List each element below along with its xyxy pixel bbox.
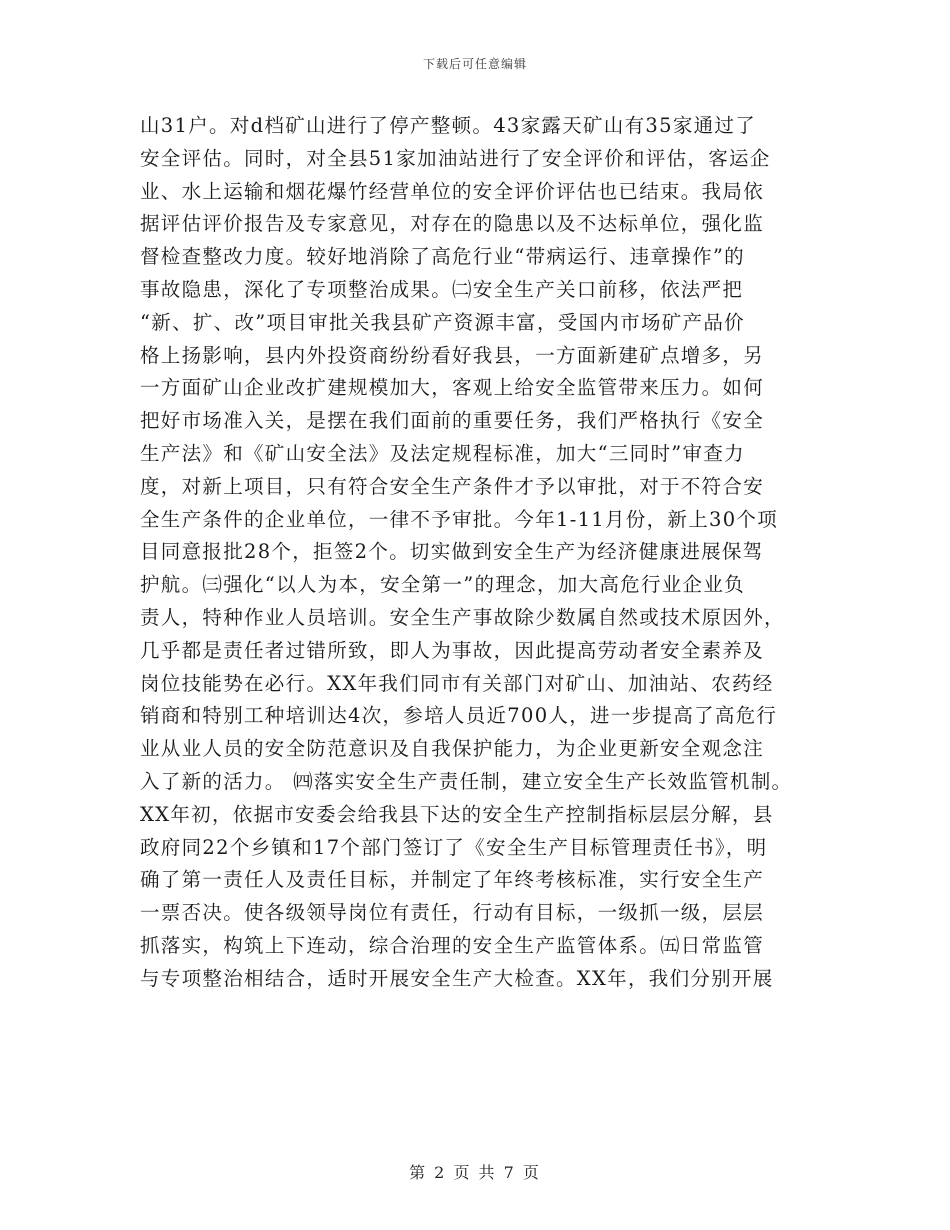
text-line: 政府同22个乡镇和17个部门签订了《安全生产目标管理责任书》，明 [140,835,768,859]
text-line: 督检查整改力度。较好地消除了高危行业“带病运行、违章操作”的 [140,245,745,269]
text-line: 岗位技能势在必行。XX年我们同市有关部门对矿山、加油站、农药经 [140,671,774,695]
text-line: 与专项整治相结合，适时开展安全生产大检查。XX年，我们分别开展 [140,966,774,990]
text-line: 一票否决。使各级领导岗位有责任，行动有目标，一级抓一级，层层 [140,901,765,925]
page-number: 第 2 页 共 7 页 [409,1163,541,1182]
text-line: 几乎都是责任者过错所致，即人为事故，因此提高劳动者安全素养及 [140,638,765,662]
text-line: 山31户。对d档矿山进行了停产整顿。43家露天矿山有35家通过了 [140,114,757,137]
text-line: 目同意报批28个，拒签2个。切实做到安全生产为经济健康进展保驾 [140,540,764,564]
page-header: 下载后可任意编辑 [422,57,527,71]
text-line: 一方面矿山企业改扩建规模加大，客观上给安全监管带来压力。如何 [140,376,765,400]
text-line: 安全评估。同时，对全县51家加油站进行了安全评价和评估，客运企 [140,146,771,170]
text-line: 把好市场准入关，是摆在我们面前的重要任务，我们严格执行《安全 [140,409,765,433]
text-line: 抓落实，构筑上下连动，综合治理的安全生产监管体系。㈤日常监管 [140,933,765,957]
text-line: 度，对新上项目，只有符合安全生产条件才予以审批，对于不符合安 [140,474,765,498]
text-line: 据评估评价报告及专家意见，对存在的隐患以及不达标单位，强化监 [140,212,765,236]
body-text [140,110,830,996]
text-line: 护航。㈢强化“以人为本，安全第一”的理念，加大高危行业企业负 [140,573,745,597]
text-line: XX年初，依据市安委会给我县下达的安全生产控制指标层层分解，县 [140,802,774,826]
text-line: 责人，特种作业人员培训。安全生产事故除少数属自然或技术原因外， [140,605,785,629]
text-line: 生产法》和《矿山安全法》及法定规程标准，加大“三同时”审查力 [140,441,745,465]
text-line: “新、扩、改”项目审批关我县矿产资源丰富，受国内市场矿产品价 [140,310,745,334]
text-line: 入了新的活力。 ㈣落实安全生产责任制，建立安全生产长效监管机制。 [140,769,793,793]
text-line: 格上扬影响，县内外投资商纷纷看好我县，一方面新建矿点增多，另 [140,343,765,367]
text-line: 业从业人员的安全防范意识及自我保护能力，为企业更新安全观念注 [140,737,765,761]
text-line: 确了第一责任人及责任目标，并制定了年终考核标准，实行安全生产 [140,868,765,892]
text-line: 业、水上运输和烟花爆竹经营单位的安全评价评估也已结束。我局依 [140,179,765,203]
text-line: 事故隐患，深化了专项整治成果。㈡安全生产关口前移，依法严把 [140,277,744,301]
text-line: 销商和特别工种培训达4次，参培人员近700人，进一步提高了高危行 [140,704,778,728]
text-line: 全生产条件的企业单位，一律不予审批。今年1-11月份，新上30个项 [140,507,779,531]
